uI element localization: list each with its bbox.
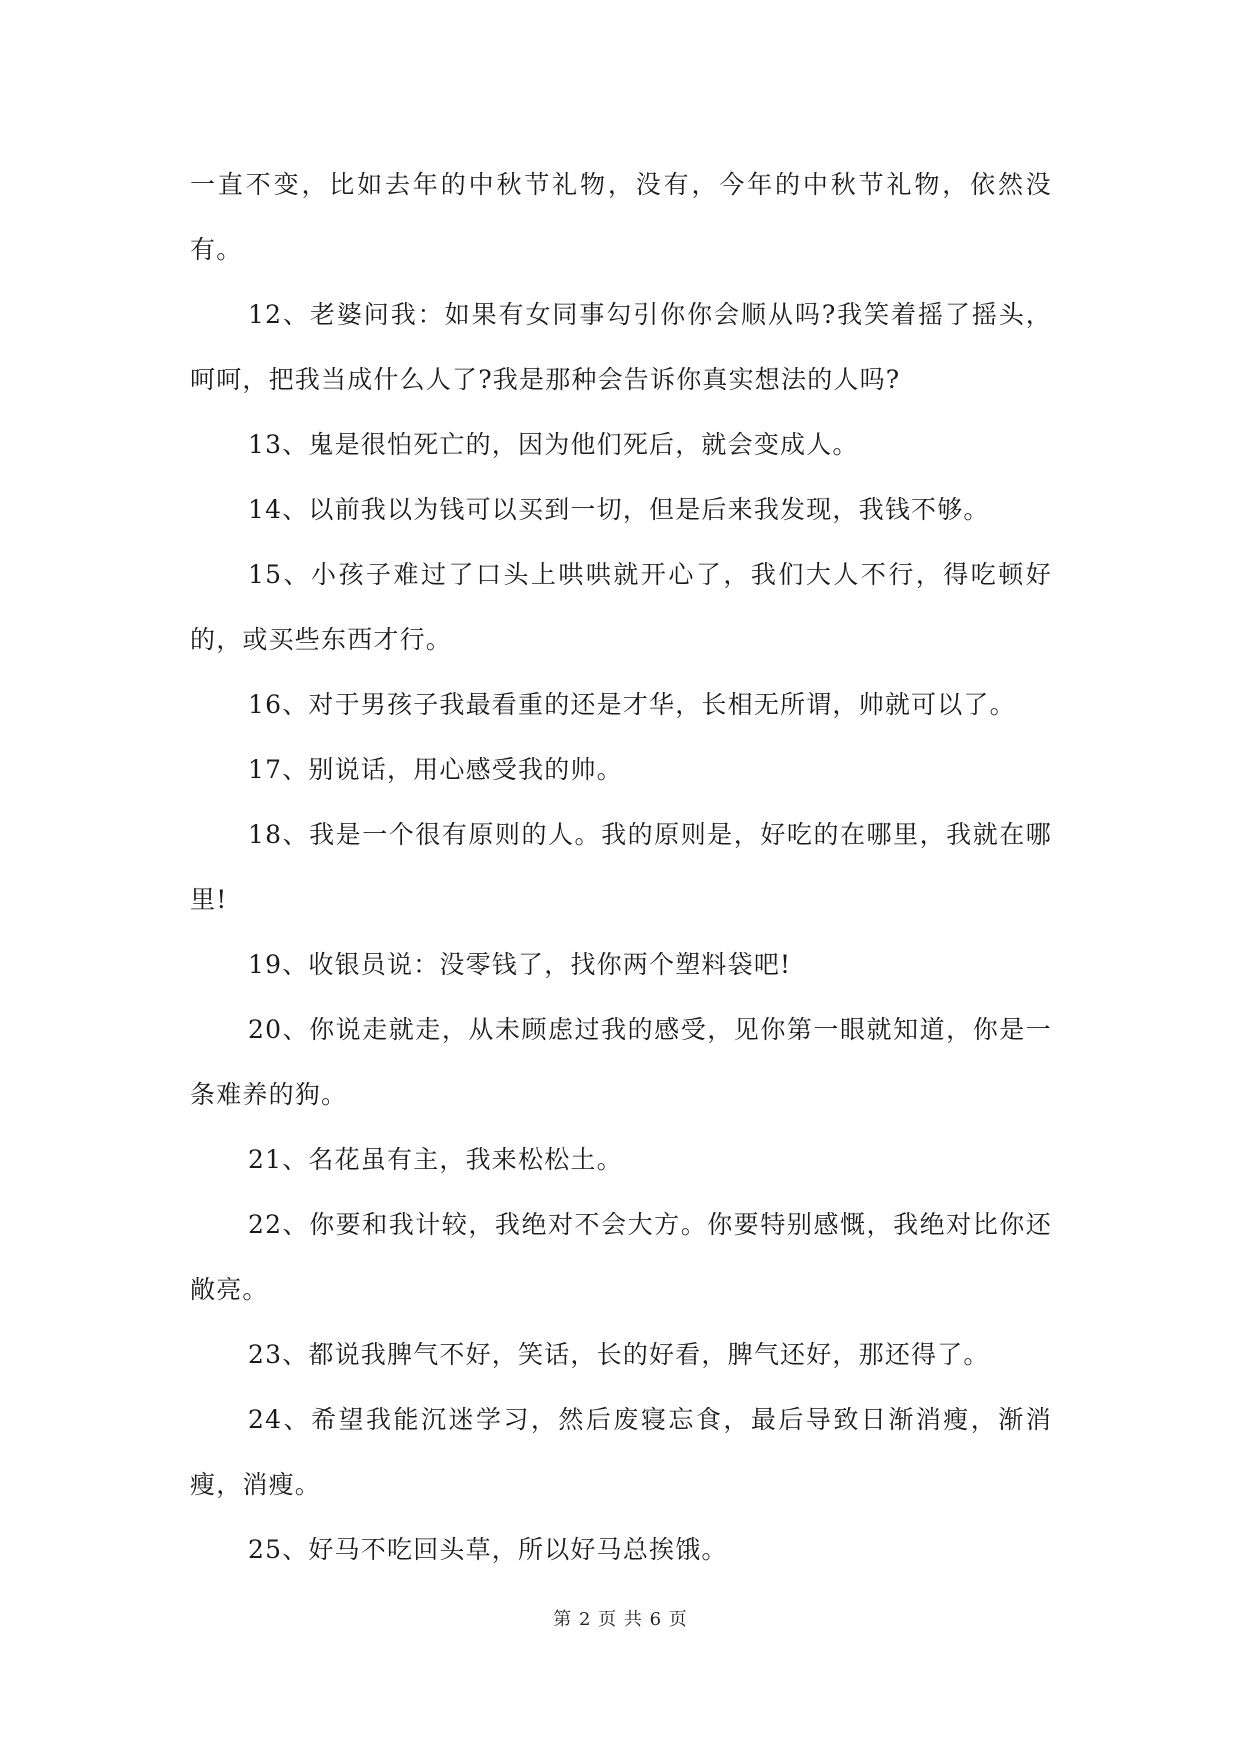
- paragraph: 23、都说我脾气不好，笑话，长的好看，脾气还好，那还得了。: [248, 1340, 990, 1369]
- paragraph: 25、好马不吃回头草，所以好马总挨饿。: [248, 1535, 728, 1564]
- body-text: [190, 152, 1052, 1582]
- paragraph: 14、以前我以为钱可以买到一切，但是后来我发现，我钱不够。: [248, 495, 990, 524]
- paragraph: 一直不变，比如去年的中秋节礼物，没有，今年的中秋节礼物，依然没有。: [190, 170, 1052, 264]
- paragraph: 17、别说话，用心感受我的帅。: [248, 755, 623, 784]
- paragraph: 18、我是一个很有原则的人。我的原则是，好吃的在哪里，我就在哪里!: [190, 820, 1052, 914]
- paragraph: 16、对于男孩子我最看重的还是才华，长相无所谓，帅就可以了。: [248, 690, 1016, 719]
- paragraph: 13、鬼是很怕死亡的，因为他们死后，就会变成人。: [248, 430, 859, 459]
- paragraph: 24、希望我能沉迷学习，然后废寝忘食，最后导致日渐消瘦，渐消瘦，消瘦。: [190, 1405, 1052, 1499]
- paragraph: 21、名花虽有主，我来松松土。: [248, 1145, 623, 1174]
- paragraph: 19、收银员说：没零钱了，找你两个塑料袋吧!: [248, 950, 792, 979]
- paragraph: 22、你要和我计较，我绝对不会大方。你要特别感慨，我绝对比你还敞亮。: [190, 1210, 1052, 1304]
- paragraph: 15、小孩子难过了口头上哄哄就开心了，我们大人不行，得吃顿好的，或买些东西才行。: [190, 560, 1052, 654]
- paragraph: 12、老婆问我：如果有女同事勾引你你会顺从吗?我笑着摇了摇头，呵呵，把我当成什么人了?我是那种会告诉你真实想法的人吗?: [190, 300, 1052, 394]
- paragraph: 20、你说走就走，从未顾虑过我的感受，见你第一眼就知道，你是一条难养的狗。: [190, 1015, 1052, 1109]
- page-footer: 第 2 页 共 6 页: [553, 1609, 688, 1630]
